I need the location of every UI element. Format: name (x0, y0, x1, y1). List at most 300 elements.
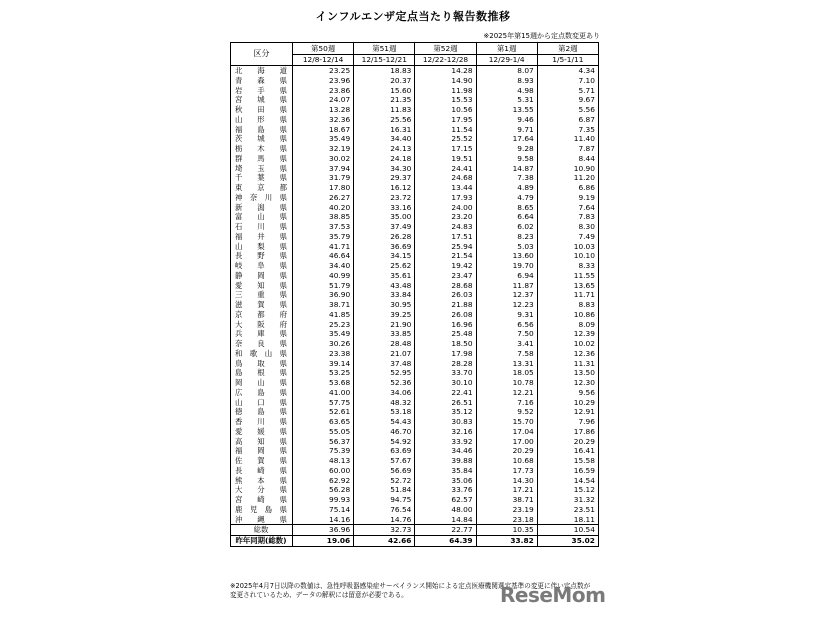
value-cell: 8.23 (476, 232, 537, 242)
value-cell: 11.20 (537, 173, 598, 183)
table-body (231, 66, 599, 547)
value-cell: 24.41 (415, 164, 476, 174)
value-cell: 26.51 (415, 398, 476, 408)
table-row (231, 95, 599, 105)
value-cell: 41.71 (293, 242, 354, 252)
value-cell: 7.38 (476, 173, 537, 183)
value-cell: 9.28 (476, 144, 537, 154)
value-cell: 9.58 (476, 154, 537, 164)
value-cell: 56.69 (354, 466, 415, 476)
value-cell: 9.56 (537, 388, 598, 398)
value-cell: 36.69 (354, 242, 415, 252)
value-cell: 23.51 (537, 505, 598, 515)
value-cell: 33.84 (354, 290, 415, 300)
value-cell: 41.85 (293, 310, 354, 320)
region-name-cell: 広島県 (231, 388, 293, 398)
value-cell: 23.72 (354, 193, 415, 203)
value-cell: 35.79 (293, 232, 354, 242)
region-name-cell: 三重県 (231, 290, 293, 300)
table-row (231, 359, 599, 369)
region-name-cell: 京都府 (231, 310, 293, 320)
value-cell: 8.44 (537, 154, 598, 164)
table-row (231, 485, 599, 495)
value-cell: 20.37 (354, 76, 415, 86)
value-cell: 8.93 (476, 76, 537, 86)
table-row (231, 290, 599, 300)
region-name-cell: 鹿児島県 (231, 505, 293, 515)
value-cell: 17.93 (415, 193, 476, 203)
week-range-header: 12/22-12/28 (415, 55, 476, 66)
value-cell: 26.28 (354, 232, 415, 242)
table-row (231, 329, 599, 339)
value-cell: 21.88 (415, 300, 476, 310)
region-name-cell: 滋賀県 (231, 300, 293, 310)
value-cell: 7.35 (537, 125, 598, 135)
value-cell: 10.29 (537, 398, 598, 408)
value-cell: 39.25 (354, 310, 415, 320)
region-name-cell: 山形県 (231, 115, 293, 125)
table-row (231, 368, 599, 378)
region-name-cell: 山梨県 (231, 242, 293, 252)
value-cell: 42.66 (354, 536, 415, 547)
value-cell: 14.76 (354, 515, 415, 525)
value-cell: 5.71 (537, 86, 598, 96)
value-cell: 17.00 (476, 437, 537, 447)
value-cell: 17.86 (537, 427, 598, 437)
value-cell: 18.50 (415, 339, 476, 349)
value-cell: 14.84 (415, 515, 476, 525)
region-name-cell: 大阪府 (231, 320, 293, 330)
value-cell: 10.54 (537, 525, 598, 536)
value-cell: 38.71 (476, 495, 537, 505)
value-cell: 14.54 (537, 476, 598, 486)
value-cell: 43.48 (354, 281, 415, 291)
value-cell: 23.86 (293, 86, 354, 96)
value-cell: 57.75 (293, 398, 354, 408)
value-cell: 35.02 (537, 536, 598, 547)
value-cell: 56.28 (293, 485, 354, 495)
value-cell: 11.54 (415, 125, 476, 135)
value-cell: 14.87 (476, 164, 537, 174)
table-row (231, 300, 599, 310)
value-cell: 16.96 (415, 320, 476, 330)
value-cell: 3.41 (476, 339, 537, 349)
value-cell: 17.64 (476, 134, 537, 144)
influenza-report-table (230, 42, 599, 547)
value-cell: 63.65 (293, 417, 354, 427)
table-row (231, 154, 599, 164)
region-name-cell: 和歌山県 (231, 349, 293, 359)
value-cell: 7.64 (537, 203, 598, 213)
week-header: 第52週 (415, 43, 476, 55)
region-name-cell: 青森県 (231, 76, 293, 86)
value-cell: 54.43 (354, 417, 415, 427)
value-cell: 48.00 (415, 505, 476, 515)
value-cell: 9.52 (476, 407, 537, 417)
region-name-cell: 鳥取県 (231, 359, 293, 369)
value-cell: 23.25 (293, 66, 354, 76)
value-cell: 25.62 (354, 261, 415, 271)
week-range-header: 12/8-12/14 (293, 55, 354, 66)
value-cell: 33.76 (415, 485, 476, 495)
value-cell: 62.57 (415, 495, 476, 505)
value-cell: 24.68 (415, 173, 476, 183)
value-cell: 18.05 (476, 368, 537, 378)
region-column-header: 区分 (231, 43, 293, 66)
value-cell: 24.00 (415, 203, 476, 213)
value-cell: 37.53 (293, 222, 354, 232)
region-name-cell: 佐賀県 (231, 456, 293, 466)
value-cell: 19.42 (415, 261, 476, 271)
value-cell: 17.95 (415, 115, 476, 125)
value-cell: 6.94 (476, 271, 537, 281)
value-cell: 17.04 (476, 427, 537, 437)
table-row (231, 505, 599, 515)
region-name-cell: 熊本県 (231, 476, 293, 486)
value-cell: 6.56 (476, 320, 537, 330)
value-cell: 11.83 (354, 105, 415, 115)
value-cell: 13.44 (415, 183, 476, 193)
value-cell: 34.06 (354, 388, 415, 398)
region-name-cell: 新潟県 (231, 203, 293, 213)
value-cell: 12.91 (537, 407, 598, 417)
value-cell: 32.36 (293, 115, 354, 125)
value-cell: 10.78 (476, 378, 537, 388)
value-cell: 7.87 (537, 144, 598, 154)
value-cell: 14.30 (476, 476, 537, 486)
value-cell: 23.38 (293, 349, 354, 359)
value-cell: 6.64 (476, 212, 537, 222)
value-cell: 35.84 (415, 466, 476, 476)
value-cell: 6.02 (476, 222, 537, 232)
value-cell: 76.54 (354, 505, 415, 515)
value-cell: 46.70 (354, 427, 415, 437)
region-name-cell: 岡山県 (231, 378, 293, 388)
value-cell: 35.12 (415, 407, 476, 417)
value-cell: 35.49 (293, 329, 354, 339)
value-cell: 17.51 (415, 232, 476, 242)
value-cell: 46.64 (293, 251, 354, 261)
value-cell: 8.07 (476, 66, 537, 76)
value-cell: 52.36 (354, 378, 415, 388)
value-cell: 29.37 (354, 173, 415, 183)
value-cell: 21.35 (354, 95, 415, 105)
table-row (231, 515, 599, 525)
value-cell: 53.25 (293, 368, 354, 378)
value-cell: 30.02 (293, 154, 354, 164)
value-cell: 37.94 (293, 164, 354, 174)
value-cell: 75.14 (293, 505, 354, 515)
value-cell: 10.10 (537, 251, 598, 261)
table-row (231, 261, 599, 271)
value-cell: 10.86 (537, 310, 598, 320)
value-cell: 30.10 (415, 378, 476, 388)
value-cell: 11.71 (537, 290, 598, 300)
value-cell: 17.15 (415, 144, 476, 154)
value-cell: 23.96 (293, 76, 354, 86)
table-row (231, 378, 599, 388)
region-name-cell: 総数 (231, 525, 293, 536)
value-cell: 18.11 (537, 515, 598, 525)
region-name-cell: 群馬県 (231, 154, 293, 164)
value-cell: 24.18 (354, 154, 415, 164)
value-cell: 16.31 (354, 125, 415, 135)
value-cell: 13.60 (476, 251, 537, 261)
value-cell: 20.29 (537, 437, 598, 447)
value-cell: 16.12 (354, 183, 415, 193)
value-cell: 4.79 (476, 193, 537, 203)
value-cell: 30.95 (354, 300, 415, 310)
table-row (231, 271, 599, 281)
value-cell: 15.12 (537, 485, 598, 495)
value-cell: 10.35 (476, 525, 537, 536)
value-cell: 10.68 (476, 456, 537, 466)
value-cell: 28.48 (354, 339, 415, 349)
table-row (231, 203, 599, 213)
value-cell: 38.85 (293, 212, 354, 222)
value-cell: 24.07 (293, 95, 354, 105)
value-cell: 15.60 (354, 86, 415, 96)
value-cell: 26.27 (293, 193, 354, 203)
region-name-cell: 長野県 (231, 251, 293, 261)
value-cell: 20.29 (476, 446, 537, 456)
definition-change-note: ※2025年第15週から定点数変更あり (483, 32, 600, 40)
value-cell: 11.87 (476, 281, 537, 291)
region-name-cell: 富山県 (231, 212, 293, 222)
region-name-cell: 茨城県 (231, 134, 293, 144)
table-row (231, 407, 599, 417)
value-cell: 35.00 (354, 212, 415, 222)
table-row (231, 417, 599, 427)
value-cell: 7.49 (537, 232, 598, 242)
week-range-header: 12/29-1/4 (476, 55, 537, 66)
table-row (231, 134, 599, 144)
value-cell: 25.23 (293, 320, 354, 330)
value-cell: 53.68 (293, 378, 354, 388)
region-name-cell: 徳島県 (231, 407, 293, 417)
value-cell: 25.52 (415, 134, 476, 144)
region-name-cell: 福井県 (231, 232, 293, 242)
value-cell: 25.94 (415, 242, 476, 252)
table-header-week-row (231, 43, 599, 55)
region-name-cell: 宮城県 (231, 95, 293, 105)
value-cell: 34.40 (354, 134, 415, 144)
value-cell: 36.90 (293, 290, 354, 300)
value-cell: 21.90 (354, 320, 415, 330)
value-cell: 11.98 (415, 86, 476, 96)
region-name-cell: 東京都 (231, 183, 293, 193)
table-row (231, 388, 599, 398)
value-cell: 35.06 (415, 476, 476, 486)
region-name-cell: 高知県 (231, 437, 293, 447)
value-cell: 12.36 (537, 349, 598, 359)
value-cell: 5.56 (537, 105, 598, 115)
value-cell: 52.95 (354, 368, 415, 378)
value-cell: 22.41 (415, 388, 476, 398)
value-cell: 17.73 (476, 466, 537, 476)
value-cell: 63.69 (354, 446, 415, 456)
value-cell: 7.50 (476, 329, 537, 339)
value-cell: 38.71 (293, 300, 354, 310)
value-cell: 33.70 (415, 368, 476, 378)
table-row (231, 495, 599, 505)
value-cell: 35.49 (293, 134, 354, 144)
value-cell: 12.37 (476, 290, 537, 300)
table-row (231, 66, 599, 76)
table-row (231, 242, 599, 252)
region-name-cell: 秋田県 (231, 105, 293, 115)
value-cell: 39.14 (293, 359, 354, 369)
value-cell: 99.93 (293, 495, 354, 505)
table-row (231, 310, 599, 320)
value-cell: 60.00 (293, 466, 354, 476)
value-cell: 51.79 (293, 281, 354, 291)
region-name-cell: 宮崎県 (231, 495, 293, 505)
value-cell: 6.86 (537, 183, 598, 193)
value-cell: 12.21 (476, 388, 537, 398)
region-name-cell: 北海道 (231, 66, 293, 76)
value-cell: 33.82 (476, 536, 537, 547)
value-cell: 9.67 (537, 95, 598, 105)
value-cell: 5.31 (476, 95, 537, 105)
value-cell: 4.34 (537, 66, 598, 76)
region-name-cell: 福岡県 (231, 446, 293, 456)
resemom-logo: ReseMom (500, 583, 606, 607)
table-row (231, 320, 599, 330)
value-cell: 11.40 (537, 134, 598, 144)
table-row (231, 193, 599, 203)
value-cell: 55.05 (293, 427, 354, 437)
table-row (231, 476, 599, 486)
value-cell: 53.18 (354, 407, 415, 417)
value-cell: 48.13 (293, 456, 354, 466)
week-header: 第2週 (537, 43, 598, 55)
week-range-header: 1/5-1/11 (537, 55, 598, 66)
region-name-cell: 静岡県 (231, 271, 293, 281)
value-cell: 13.55 (476, 105, 537, 115)
value-cell: 15.70 (476, 417, 537, 427)
value-cell: 16.59 (537, 466, 598, 476)
value-cell: 37.49 (354, 222, 415, 232)
table-row (231, 466, 599, 476)
value-cell: 5.03 (476, 242, 537, 252)
table-row (231, 536, 599, 547)
value-cell: 6.87 (537, 115, 598, 125)
footnote-line: 変更されているため、データの解釈には留意が必要である。 (230, 591, 408, 599)
value-cell: 17.80 (293, 183, 354, 193)
value-cell: 13.28 (293, 105, 354, 115)
value-cell: 34.46 (415, 446, 476, 456)
table-row (231, 105, 599, 115)
value-cell: 40.99 (293, 271, 354, 281)
value-cell: 34.40 (293, 261, 354, 271)
value-cell: 10.02 (537, 339, 598, 349)
value-cell: 25.56 (354, 115, 415, 125)
value-cell: 8.30 (537, 222, 598, 232)
value-cell: 9.46 (476, 115, 537, 125)
value-cell: 94.75 (354, 495, 415, 505)
value-cell: 48.32 (354, 398, 415, 408)
table-row (231, 349, 599, 359)
value-cell: 36.96 (293, 525, 354, 536)
region-name-cell: 神奈川県 (231, 193, 293, 203)
region-name-cell: 昨年同期(総数) (231, 536, 293, 547)
value-cell: 62.92 (293, 476, 354, 486)
value-cell: 39.88 (415, 456, 476, 466)
table-row (231, 222, 599, 232)
value-cell: 28.28 (415, 359, 476, 369)
region-name-cell: 岐阜県 (231, 261, 293, 271)
value-cell: 19.06 (293, 536, 354, 547)
value-cell: 15.53 (415, 95, 476, 105)
table-row (231, 125, 599, 135)
table-row (231, 446, 599, 456)
region-name-cell: 千葉県 (231, 173, 293, 183)
value-cell: 31.79 (293, 173, 354, 183)
table-row (231, 144, 599, 154)
value-cell: 7.10 (537, 76, 598, 86)
region-name-cell: 大分県 (231, 485, 293, 495)
value-cell: 18.83 (354, 66, 415, 76)
value-cell: 18.67 (293, 125, 354, 135)
value-cell: 25.48 (415, 329, 476, 339)
value-cell: 7.58 (476, 349, 537, 359)
value-cell: 19.51 (415, 154, 476, 164)
value-cell: 8.83 (537, 300, 598, 310)
value-cell: 35.61 (354, 271, 415, 281)
region-name-cell: 沖縄県 (231, 515, 293, 525)
week-header: 第50週 (293, 43, 354, 55)
value-cell: 24.13 (354, 144, 415, 154)
value-cell: 19.70 (476, 261, 537, 271)
value-cell: 17.21 (476, 485, 537, 495)
document-title: インフルエンザ定点当たり報告数推移 (315, 10, 511, 23)
week-header: 第1週 (476, 43, 537, 55)
value-cell: 54.92 (354, 437, 415, 447)
table-row (231, 525, 599, 536)
region-name-cell: 岩手県 (231, 86, 293, 96)
value-cell: 4.89 (476, 183, 537, 193)
value-cell: 33.85 (354, 329, 415, 339)
value-cell: 16.41 (537, 446, 598, 456)
table-row (231, 456, 599, 466)
table-row (231, 427, 599, 437)
table-row (231, 164, 599, 174)
value-cell: 23.19 (476, 505, 537, 515)
value-cell: 56.37 (293, 437, 354, 447)
value-cell: 8.65 (476, 203, 537, 213)
table-row (231, 86, 599, 96)
table-row (231, 251, 599, 261)
table-row (231, 183, 599, 193)
value-cell: 15.58 (537, 456, 598, 466)
value-cell: 7.96 (537, 417, 598, 427)
table-row (231, 437, 599, 447)
value-cell: 14.16 (293, 515, 354, 525)
region-name-cell: 長崎県 (231, 466, 293, 476)
value-cell: 75.39 (293, 446, 354, 456)
value-cell: 57.67 (354, 456, 415, 466)
value-cell: 14.28 (415, 66, 476, 76)
value-cell: 7.16 (476, 398, 537, 408)
value-cell: 32.16 (415, 427, 476, 437)
value-cell: 37.48 (354, 359, 415, 369)
value-cell: 23.47 (415, 271, 476, 281)
week-range-header: 12/15-12/21 (354, 55, 415, 66)
value-cell: 52.61 (293, 407, 354, 417)
value-cell: 10.03 (537, 242, 598, 252)
table-row (231, 76, 599, 86)
